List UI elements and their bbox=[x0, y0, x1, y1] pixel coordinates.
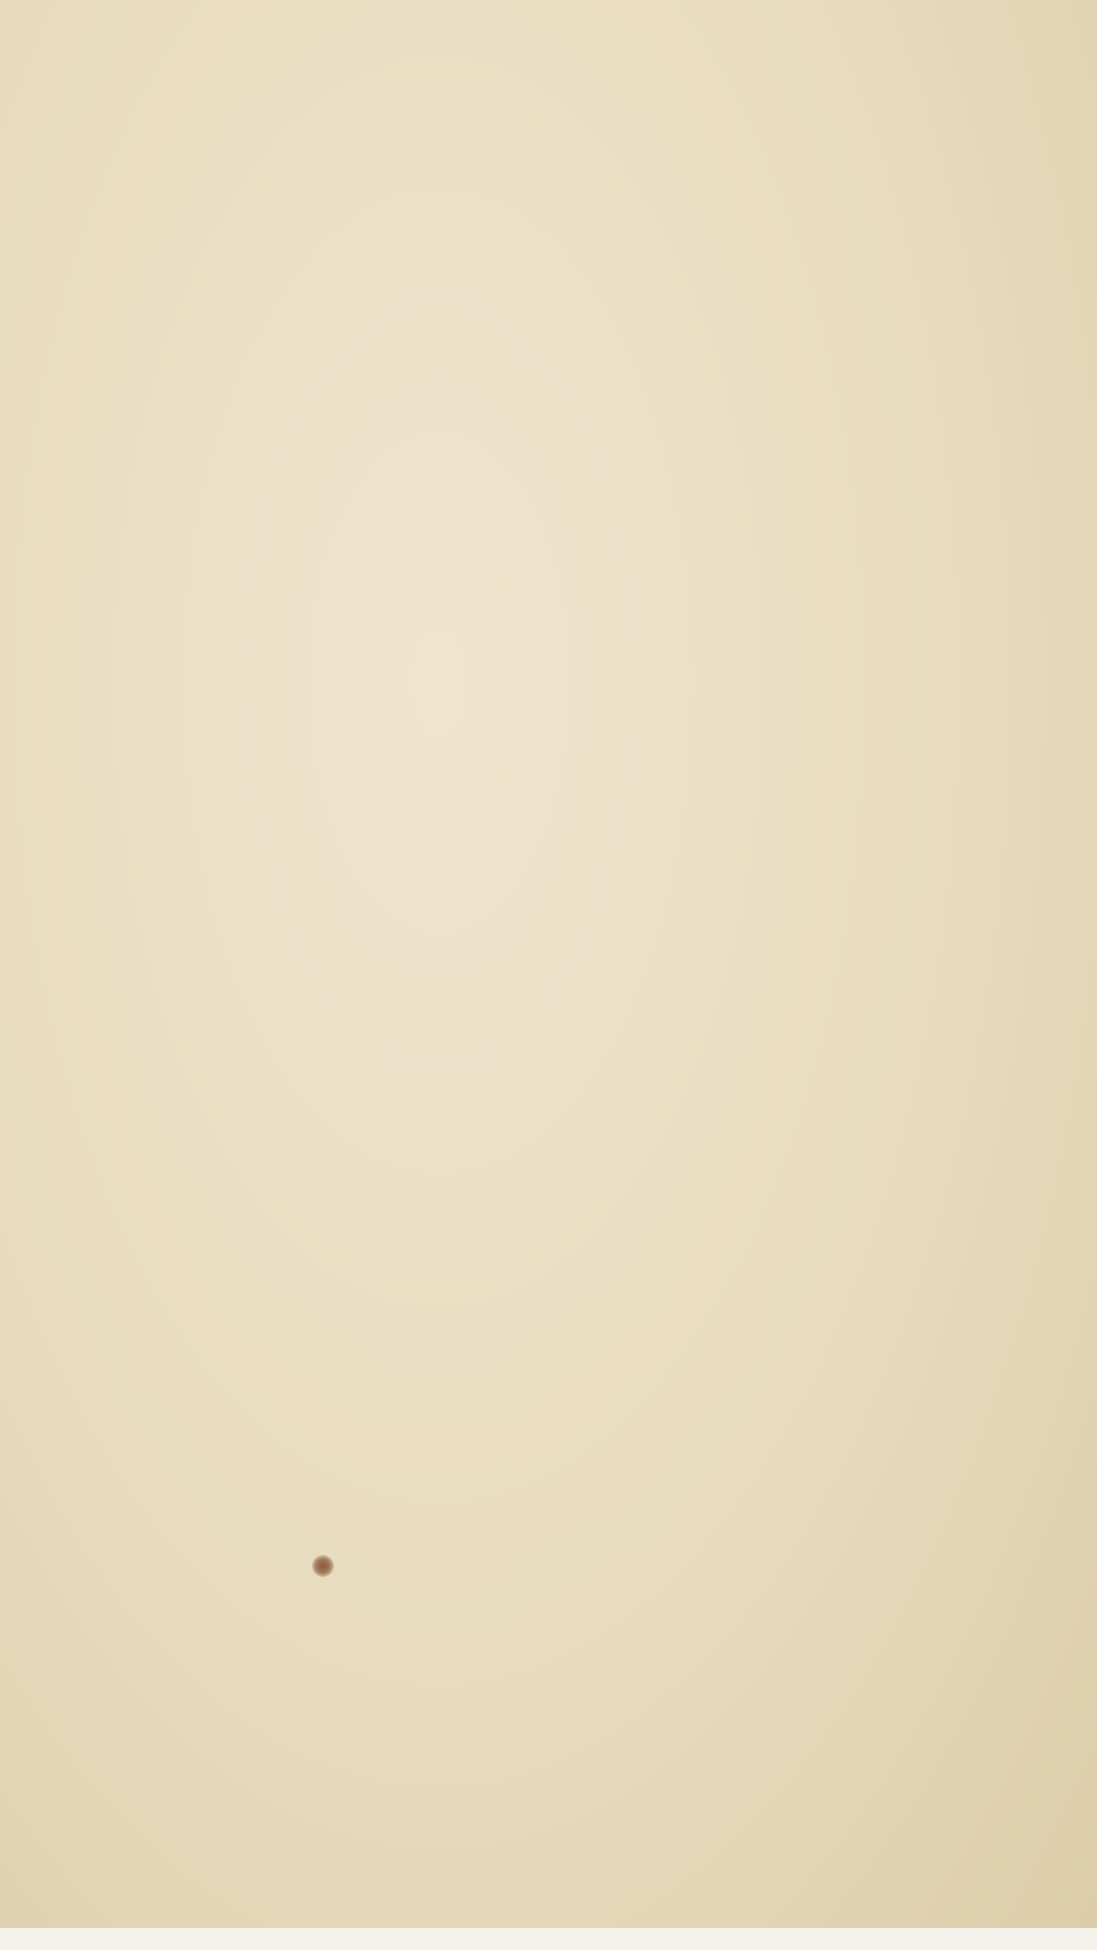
ink-stain bbox=[312, 1555, 334, 1577]
footer-archive-label bbox=[0, 1928, 1097, 1950]
